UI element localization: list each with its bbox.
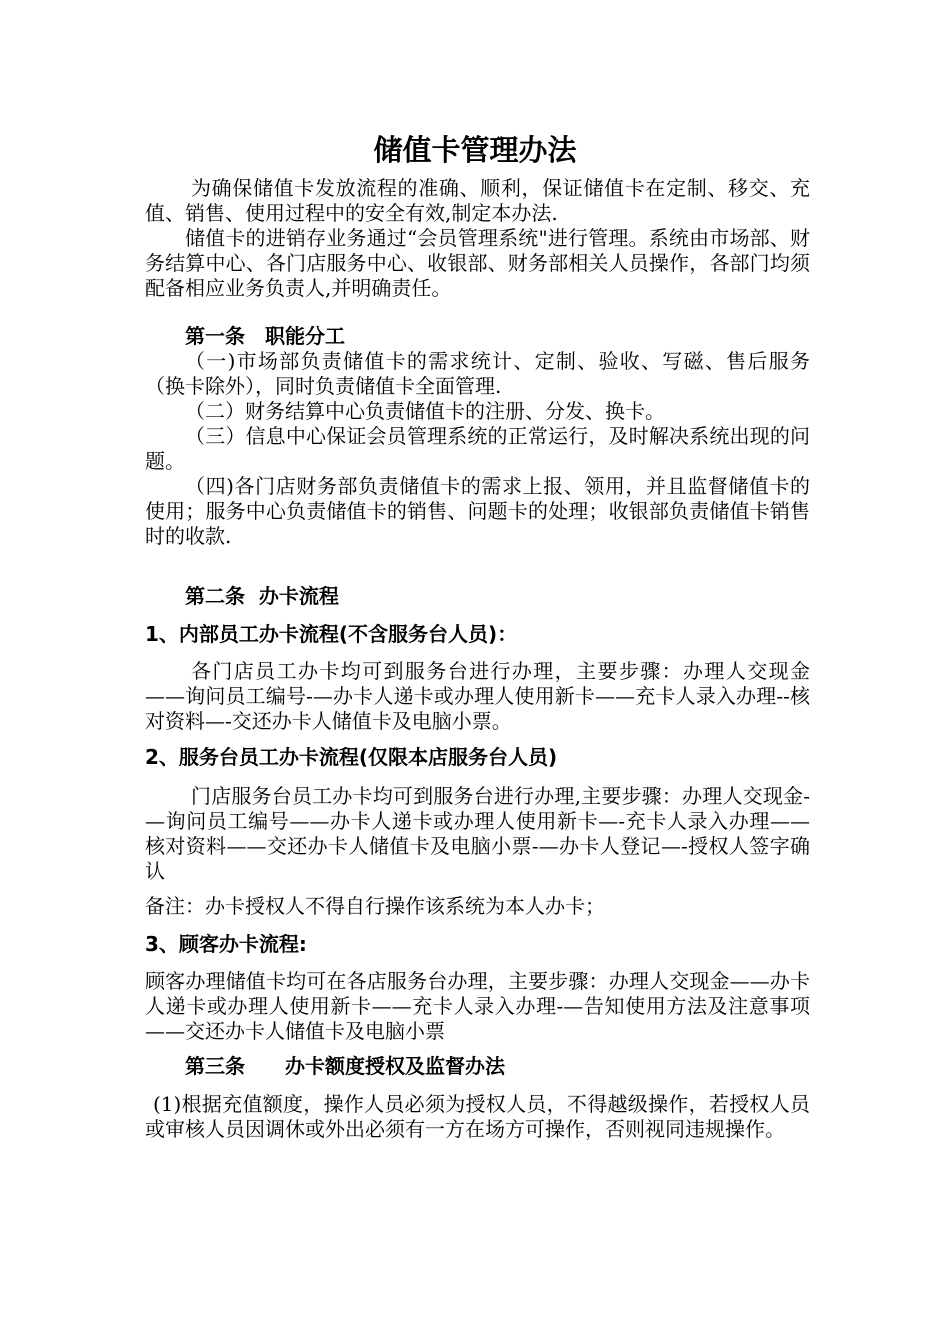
article-2-section-1-body: 各门店员工办卡均可到服务台进行办理，主要步骤：办理人交现金——询问员工编号-—办卡人递卡或办理人使用新卡——充卡人录入办理--核对资料—-交还办卡人储值卡及电脑小票。: [145, 659, 810, 733]
article-2-section-3-body: 顾客办理储值卡均可在各店服务台办理，主要步骤：办理人交现金——办卡人递卡或办理人使用新卡——充卡人录入办理-—告知使用方法及注意事项——交还办卡人储值卡及电脑小票: [145, 969, 810, 1043]
article-2-note: 备注：办卡授权人不得自行操作该系统为本人办卡；: [145, 894, 605, 918]
article-2-section-3-heading: 3、顾客办卡流程:: [145, 932, 307, 956]
article-1-item-1: （一)市场部负责储值卡的需求统计、定制、验收、写磁、售后服务（换卡除外），同时负责储值卡全面管理.: [145, 349, 810, 398]
article-1-item-3: （三）信息中心保证会员管理系统的正常运行，及时解决系统出现的问题。: [145, 424, 810, 473]
document-title: 储值卡管理办法: [373, 133, 577, 167]
article-2-section-1-heading: 1、内部员工办卡流程(不含服务台人员)：: [145, 622, 518, 646]
article-2-section-2-heading: 2、服务台员工办卡流程(仅限本店服务台人员): [145, 745, 558, 769]
article-2-heading: 第二条 办卡流程: [185, 584, 339, 608]
article-1-heading: 第一条 职能分工: [185, 324, 345, 348]
article-3-heading: 第三条 办卡额度授权及监督办法: [185, 1054, 505, 1078]
intro-paragraph-1: 为确保储值卡发放流程的准确、顺利，保证储值卡在定制、移交、充值、销售、使用过程中的安全有效,制定本办法.: [145, 176, 810, 225]
article-1-item-4: （四)各门店财务部负责储值卡的需求上报、领用，并且监督储值卡的使用；服务中心负责储值卡的销售、问题卡的处理；收银部负责储值卡销售时的收款.: [145, 474, 810, 548]
article-3-item-1: (1)根据充值额度，操作人员必须为授权人员，不得越级操作，若授权人员或审核人员因调休或外出必须有一方在场方可操作，否则视同违规操作。: [145, 1092, 810, 1141]
article-2-section-2-body: 门店服务台员工办卡均可到服务台进行办理,主要步骤：办理人交现金-—询问员工编号——办卡人递卡或办理人使用新卡—-充卡人录入办理——核对资料——交还办卡人储值卡及电脑小票-—办卡人登记—-授权人签字确认: [145, 784, 810, 883]
article-1-item-2: （二）财务结算中心负责储值卡的注册、分发、换卡。: [185, 399, 665, 423]
intro-paragraph-2: 储值卡的进销存业务通过“会员管理系统"进行管理。系统由市场部、财务结算中心、各门店服务中心、收银部、财务部相关人员操作，各部门均须配备相应业务负责人,并明确责任。: [145, 226, 810, 300]
